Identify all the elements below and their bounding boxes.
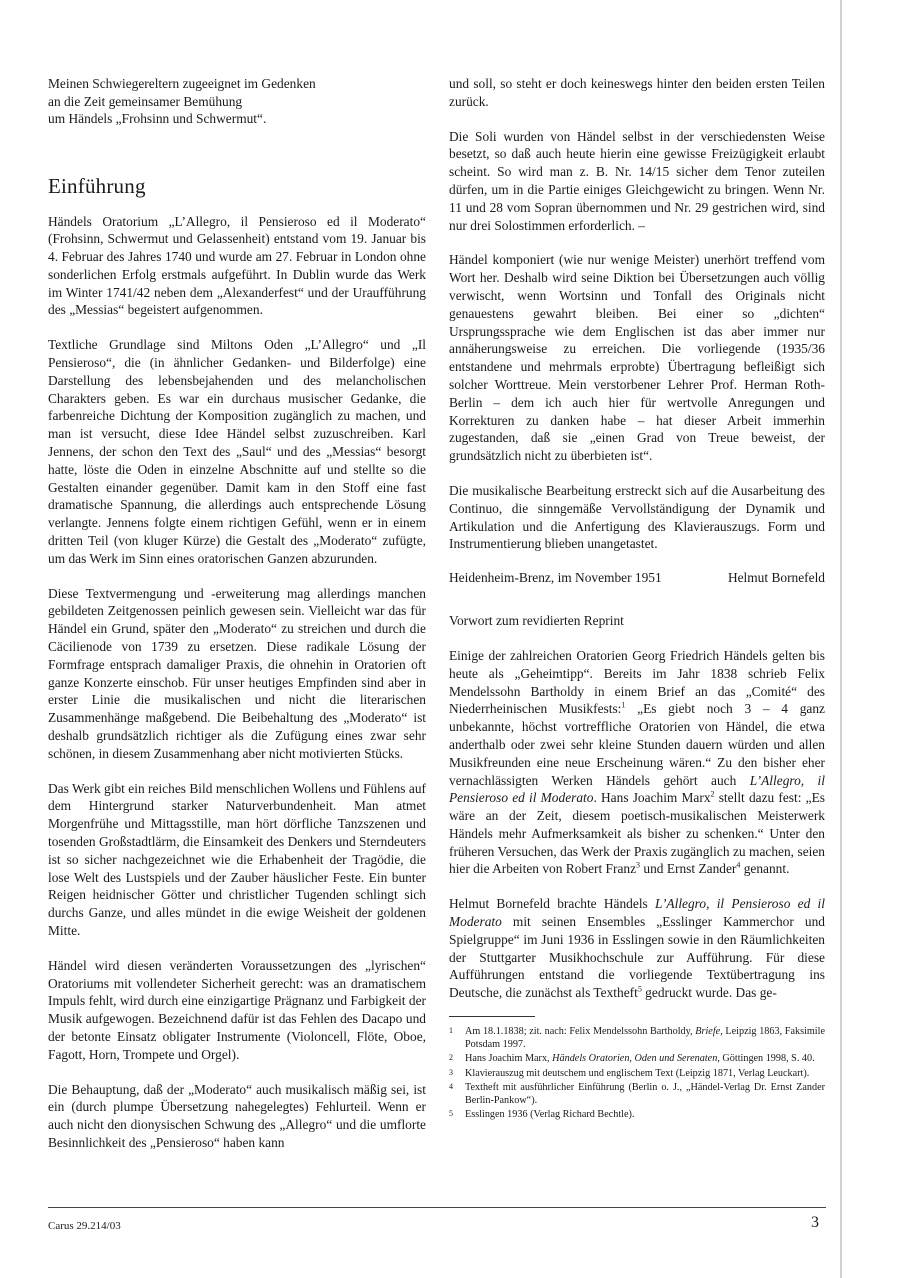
footnote: 4 Textheft mit ausführlicher Einführung (Berlin o. J., „Händel-Verlag Dr. Ernst Zander Berlin-Pankow“). [449,1081,825,1107]
signature-line [449,570,825,586]
footnote-ref: 2 [710,789,715,799]
dedication-line: Meinen Schwiegereltern zugeeignet im Gedenken [48,76,316,91]
preface-title: Vorwort zum revidierten Reprint [449,613,624,629]
footnote-ref: 4 [736,861,741,871]
footnotes [449,1025,825,1121]
paragraph: Das Werk gibt ein reiches Bild menschlichen Wollens und Fühlens auf dem Hintergrund starker Naturverbundenheit. Man atmet Morgenfrühe und Mittagsstille, man hört dörfliche Tanzszenen und tosenden Großstadtlärm, die Einsamkeit des Denkers und Sterndeuters ist so sicher nachgezeichnet wie die Erhabenheit der Tragödie, die lose Welt des Lustspiels und der Zauber häuslicher Feste. Ein bunter Reigen heidnischer Götter und christlicher Tugenden schlingt sich durchs Ganze, und alles mündet in die ewige Weisheit der goldenen Mitte. [48,780,426,938]
right-column [449,75,825,1122]
dedication [48,75,426,128]
dedication-line: an die Zeit gemeinsamer Bemühung [48,93,243,109]
paragraph: Textliche Grundlage sind Miltons Oden „L’Allegro“ und „Il Pensieroso“, die (in ähnlicher Gedanken- und Bilderfolge) eine Darstellung des lebensbejahenden und des melancholischen Charakters geben. Es war ein durchaus musischer Gedanke, die farbenreiche Dichtung der Komposition zugänglich zu machen, und man ist versucht, diese Idee Händel selbst zuzuschreiben. Karl Jennens, der schon den Text des „Saul“ und des „Messias“ besorgt hatte, löste die Oden in einzelne Abschnitte auf und stellte so die Gestalten einander gegenüber. Damit kam in den Stoff eine fast dramatische Spannung, die allerdings auch entsprechende Lösung verlangte. Jennens folgte einem richtigen Gefühl, wenn er in einem dritten Teil (von kluger Kürze) die Gestalt des „Moderato“ zufügte, um das Werk im Sinn eines oratorischen Ganzen abzurunden. [48,337,426,566]
section-heading: Einführung [48,173,146,198]
signature-author: Helmut Bornefeld [727,570,825,586]
left-column [48,75,426,1152]
dedication-line: um Händels „Frohsinn und Schwermut“. [48,111,267,126]
footnote-ref: 1 [621,700,626,710]
footnote: 3 Klavierauszug mit deutschem und englischem Text (Leipzig 1871, Verlag Leuckart). [449,1067,810,1079]
paragraph: Die Behauptung, daß der „Moderato“ auch musikalisch mäßig sei, ist ein (durch plumpe Übersetzung nahegelegtes) Fehlurteil. Wenn er auch nicht den dionysischen Schwung des „Allegro“ und die umflorte Besinnlichkeit des „Pensieroso“ haben kann [48,1081,426,1150]
footnote-ref: 5 [637,984,642,994]
footnote: 1 Am 18.1.1838; zit. nach: Felix Mendelssohn Bartholdy, Briefe, Leipzig 1863, Faksimile Potsdam 1997. [449,1026,825,1051]
work-title: L’Allegro, il Pensieroso ed il Moderato [449,772,825,806]
catalog-number: Carus 29.214/03 [48,1220,121,1232]
footnote: 5 Esslingen 1936 (Verlag Richard Bechtle). [449,1109,635,1121]
paragraph: Diese Textvermengung und -erweiterung mag allerdings manchen gebildeten Zeitgenossen peinlich gewesen sein. Vielleicht war das für Händel ein Grund, später den „Moderato“ zu streichen und durch die Cäcilienode von 1739 zu ersetzen. Diese radikale Lösung der Formfrage entsprach damaliger Praxis, die ohnehin in Oratorien oft ganze Konzerte einschob. Für unser heutiges Empfinden sind aber in erster Linie die musikalischen und nicht die literarischen Zusammenhänge maßgebend. Die Beibehaltung des „Moderato“ ist deshalb grundsätzlich richtiger als die Zufügung eines zwar sehr schönen, in diesem Zusammenhang aber nicht motivierten Stücks. [48,585,426,761]
page-edge-shadow [840,0,842,1278]
preface-paragraph: Helmut Bornefeld brachte Händels L’Allegro, il Pensieroso ed il Moderato mit seinen Ensembles „Esslinger Kammerchor und Spielgruppe“ im Juni 1936 in Esslingen sowie in den Räumlichkeiten der Stuttgarter Musikhochschule zur Aufführung. Für diese Aufführungen entstand die vorliegende Textübertragung ins Deutsche, die zunächst als Textheft$^5$ gedruckt wurde. Das ge- [449,896,825,1001]
paragraph: Händel komponiert (wie nur wenige Meister) unerhört treffend vom Wort her. Deshalb wird seine Diktion bei Übersetzungen auch völlig verwischt, wenn Wortsinn und Tonfall des Originals nicht genauestens gewahrt bleiben. Bei einer so „dichten“ Ursprungssprache wie dem Englischen ist das aber immer nur annäherungsweise zu erreichen. Die vorliegende (1935/36 entstandene und mehrmals erprobte) Übertragung befleißigt sich solcher Worttreue. Mein verstorbener Lehrer Prof. Herman Roth-Berlin – dem ich auch hier für wertvolle Anregungen und Korrekturen zu danken habe – hat dieser Arbeit immerhin zugestanden, daß sie „einen Grad von Treue beweist, der grundsätzlich nicht zu überbieten ist“. [449,252,825,464]
footnote-ref: 3 [636,861,641,871]
paragraph: und soll, so steht er doch keineswegs hinter den beiden ersten Teilen zurück. [449,76,825,109]
preface-paragraph: Einige der zahlreichen Oratorien Georg Friedrich Händels gelten bis heute als „Geheimtipp“. Bereits im Jahr 1838 schrieb Felix Mendelssohn Bartholdy in einem Brief an das „Comité“ des Niederrheinischen Musikfests:$^1$ „Es giebt noch 3 – 4 ganz unbekannte, höchst vortreffliche Oratorien von Händel, die etwa anderthalb oder zwei sehr kleine Stunden dauern würden und allen Musikfreunden eine neue Erscheinung wären.“ Zu den bisher eher vernachlässigten Werken Händels gehört auch L’Allegro, il Pensieroso ed il Moderato. Hans Joachim Marx$^2$ stellt dazu fest: „Es wäre an der Zeit, diesem poetisch-musikalischen Meisterwerk Händels mehr Aufmerksamkeit als bisher zu schenken.“ Unter den früheren Versuchen, das Werk der Praxis zugänglich zu machen, seien hier die Arbeiten von Robert Franz$^3$ und Ernst Zander$^4$ genannt. [449,647,826,877]
paragraph: Händels Oratorium „L’Allegro, il Pensieroso ed il Moderato“ (Frohsinn, Schwermut und Gelassenheit) entstand vom 19. Januar bis 4. Februar des Jahres 1740 und wurde am 27. Februar in London ohne sonderlichen Erfolg erstmals aufgeführt. In Dublin wurde das Werk im Winter 1741/42 neben dem „Alexanderfest“ und der Uraufführung des „Messias“ begeistert aufgenommen. [48,213,426,318]
paragraph: Die Soli wurden von Händel selbst in der verschiedensten Weise besetzt, so daß auch heute hierin eine gewisse Freizügigkeit erlaubt scheint. So wird man z. B. Nr. 14/15 sicher dem Tenor zuteilen dürfen, um in die Partie einiges Gleichgewicht zu bringen. Wenn Nr. 11 und 28 vom Sopran übernommen und Nr. 29 gestrichen wird, sind nur drei Solostimmen erforderlich. – [449,128,825,233]
paragraph: Die musikalische Bearbeitung erstreckt sich auf die Ausarbeitung des Continuo, die sinngemäße Vervollständigung der Dynamik und Artikulation und die Anfertigung des Klavierauszugs. Form und Instrumentierung blieben unangetastet. [449,482,825,552]
footnote: 2 Hans Joachim Marx, Händels Oratorien, Oden und Serenaten, Göttingen 1998, S. 40. [449,1053,815,1065]
paragraph: Händel wird diesen veränderten Voraussetzungen des „lyrischen“ Oratoriums mit vollendeter Sicherheit gerecht: was an dramatischem Impuls fehlt, wird durch eine einzigartige Prägnanz und Farbigkeit der Musik aufgewogen. Bezeichnend dafür ist das Fehlen des Dacapo und der betonte Einsatz obligater Instrumente (Violoncell, Flöte, Oboe, Fagott, Horn, Trompete und Orgel). [48,957,426,1062]
page-number: 3 [811,1214,819,1231]
work-title: L’Allegro, il Pensieroso ed il Moderato [449,896,825,930]
signature-place-date: Heidenheim-Brenz, im November 1951 [449,570,662,586]
footnote-rule [449,1016,535,1017]
footer-rule [48,1207,826,1208]
